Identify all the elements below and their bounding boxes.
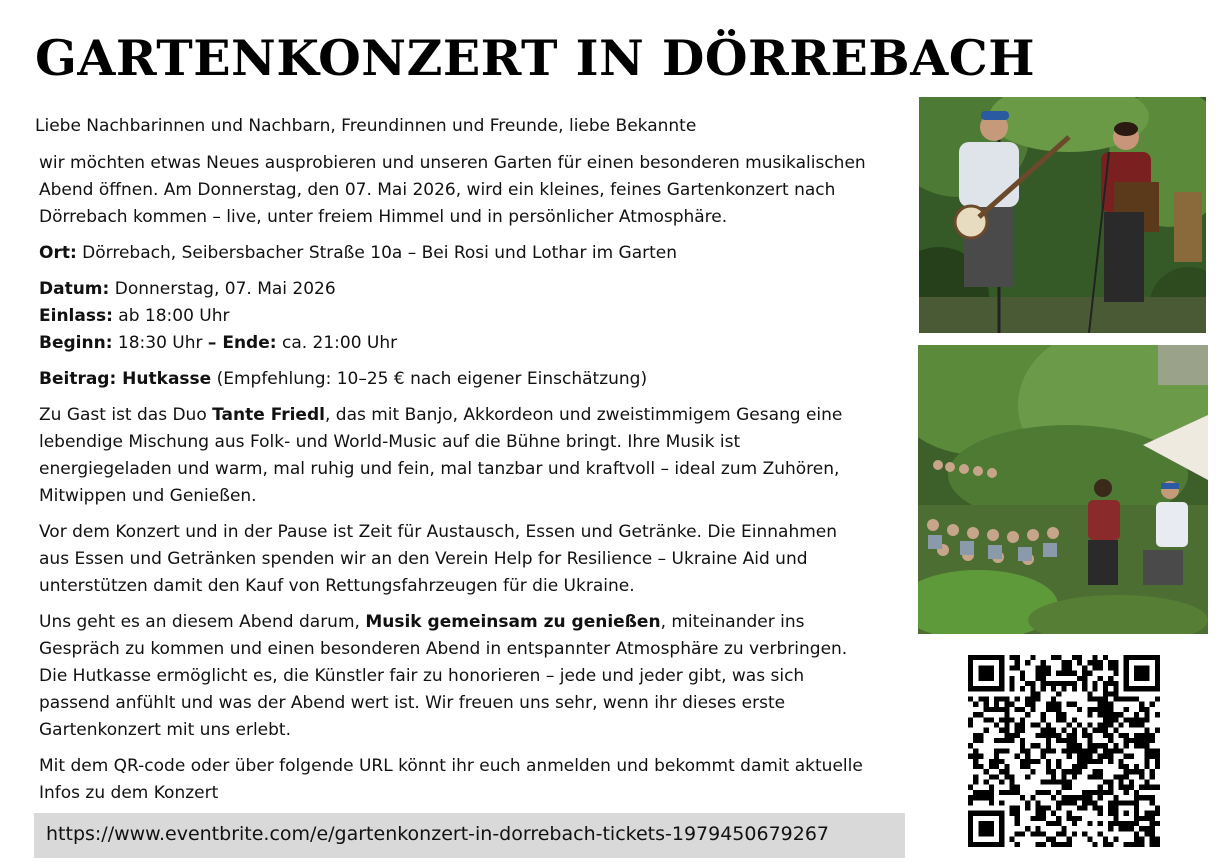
time-line: [39, 330, 869, 357]
charity-paragraph: Vor dem Konzert und in der Pause ist Zeit für Austausch, Essen und Getränke. Die Einnahmen aus Essen und Getränken spenden wir an den Verein Help for Resilience – Ukraine Aid und unterstützen damit den Kauf von Rettungsfahrzeugen für die Ukraine.: [39, 522, 838, 596]
start-label: Beginn:: [39, 333, 113, 353]
contribution-line: [39, 366, 869, 393]
location-label: Ort:: [39, 243, 77, 263]
entry-value: ab 18:00 Uhr: [112, 306, 230, 326]
page-title: GARTENKONZERT IN DÖRREBACH: [35, 29, 1036, 87]
artist-text-post: , das mit Banjo, Akkordeon und zweistimmigem Gesang eine lebendige Mischung aus Folk- und World-Music auf die Bühne bringt. Ihre Musik ist energiegeladen und warm, mal ruhig und fein, mal tanzbar und kraftvoll – ideal zum Zuhören, Mitwippen und Genießen.: [39, 405, 843, 506]
date-value: Donnerstag, 07. Mai 2026: [109, 279, 336, 299]
purpose-text-post: , miteinander ins Gespräch zu kommen und einen besonderen Abend in entspannter Atmosphäre zu verbringen. Die Hutkasse ermöglicht es, die Künstler fair zu honorieren – jede und jeder gibt, was sich passend anfühlt und was der Abend wert ist. Wir freuen uns sehr, wenn ihr dieses erste Gartenkonzert mit uns erlebt.: [39, 612, 848, 740]
date-line: [39, 276, 869, 303]
end-value: ca. 21:00 Uhr: [276, 333, 398, 353]
purpose-highlight: Musik gemeinsam zu genießen: [365, 612, 661, 632]
artist-text-pre: Zu Gast ist das Duo: [39, 405, 213, 425]
intro-paragraph: wir möchten etwas Neues ausprobieren und unseren Garten für einen besonderen musikalischen Abend öffnen. Am Donnerstag, den 07. Mai 2026, wird ein kleines, feines Gartenkonzert nach Dörrebach kommen – live, unter freiem Himmel und in persönlicher Atmosphäre.: [39, 153, 866, 227]
registration-url[interactable]: https://www.eventbrite.com/e/gartenkonzert-in-dorrebach-tickets-1979450679267: [34, 813, 905, 858]
artist-name: Tante Friedl: [212, 405, 325, 425]
contribution-value: (Empfehlung: 10–25 € nach eigener Einschätzung): [211, 369, 648, 389]
purpose-text-pre: Uns geht es an diesem Abend darum,: [39, 612, 366, 632]
contribution-label: Beitrag: Hutkasse: [39, 369, 212, 389]
purpose-paragraph: [39, 609, 869, 744]
qr-code[interactable]: [968, 655, 1160, 847]
entry-line: [39, 303, 869, 330]
location-line: [39, 240, 869, 267]
location-value: Dörrebach, Seibersbacher Straße 10a – Bei Rosi und Lothar im Garten: [76, 243, 678, 263]
entry-label: Einlass:: [39, 306, 113, 326]
body-text: [39, 150, 869, 816]
greeting-text: Liebe Nachbarinnen und Nachbarn, Freundinnen und Freunde, liebe Bekannte: [35, 116, 697, 136]
signup-paragraph: Mit dem QR-code oder über folgende URL könnt ihr euch anmelden und bekommt damit aktuelle Infos zu dem Konzert: [39, 756, 863, 803]
date-label: Datum:: [39, 279, 110, 299]
artist-paragraph: [39, 402, 869, 510]
end-label: – Ende:: [207, 333, 277, 353]
start-value: 18:30 Uhr: [112, 333, 208, 353]
duo-performance-photo: [919, 97, 1206, 333]
garden-audience-photo: [918, 345, 1208, 634]
